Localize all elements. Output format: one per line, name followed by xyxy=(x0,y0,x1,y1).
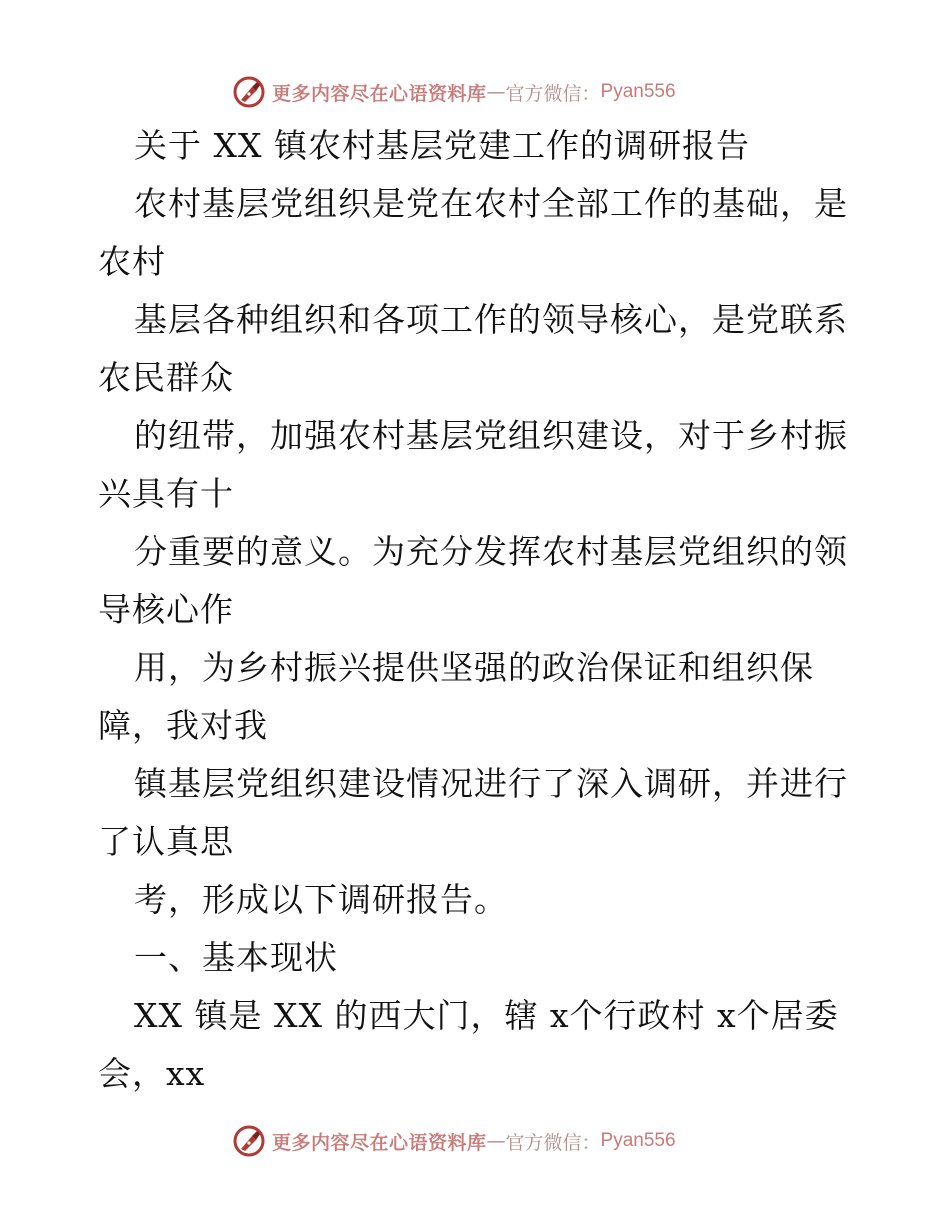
footer-watermark xyxy=(232,1121,676,1161)
pen-nib-logo-icon xyxy=(232,75,266,109)
watermark-wechat-id: Pyan556 xyxy=(600,81,676,102)
watermark-wechat-id: Pyan556 xyxy=(600,1130,676,1151)
paragraph-line: 会，xx xyxy=(98,1054,206,1093)
paragraph-line: 导核心作 xyxy=(98,590,234,629)
watermark-wechat-label: 官方微信： xyxy=(505,82,601,105)
watermark-dash: — xyxy=(486,81,506,103)
paragraph-line: 基层各种组织和各项工作的领导核心，是党联系 xyxy=(134,300,848,339)
header-watermark xyxy=(232,72,676,112)
watermark-dash: — xyxy=(486,1130,506,1152)
watermark-wechat-label: 官方微信： xyxy=(505,1131,601,1154)
paragraph-line: XX 镇是 XX 的西大门，辖 x个行政村 x个居委 xyxy=(134,996,839,1035)
document-title: 关于 XX 镇农村基层党建工作的调研报告 xyxy=(134,126,750,165)
pen-nib-logo-icon xyxy=(232,1124,266,1158)
paragraph-line: 考，形成以下调研报告。 xyxy=(134,880,508,919)
paragraph-line: 农村基层党组织是党在农村全部工作的基础，是 xyxy=(134,184,848,223)
watermark-text: 更多内容尽在心语资料库 xyxy=(272,82,487,105)
paragraph-line: 农村 xyxy=(98,242,166,281)
paragraph-line: 农民群众 xyxy=(98,358,234,397)
paragraph-line: 用，为乡村振兴提供坚强的政治保证和组织保 xyxy=(134,648,814,687)
paragraph-line: 的纽带，加强农村基层党组织建设，对于乡村振 xyxy=(134,416,848,455)
watermark-text: 更多内容尽在心语资料库 xyxy=(272,1131,487,1154)
paragraph-line: 了认真思 xyxy=(98,822,234,861)
paragraph-line: 兴具有十 xyxy=(98,474,234,513)
paragraph-line: 镇基层党组织建设情况进行了深入调研，并进行 xyxy=(134,764,848,803)
paragraph-line: 分重要的意义。为充分发挥农村基层党组织的领 xyxy=(134,532,848,571)
paragraph-line: 障，我对我 xyxy=(98,706,268,745)
section-heading: 一、基本现状 xyxy=(134,938,338,977)
